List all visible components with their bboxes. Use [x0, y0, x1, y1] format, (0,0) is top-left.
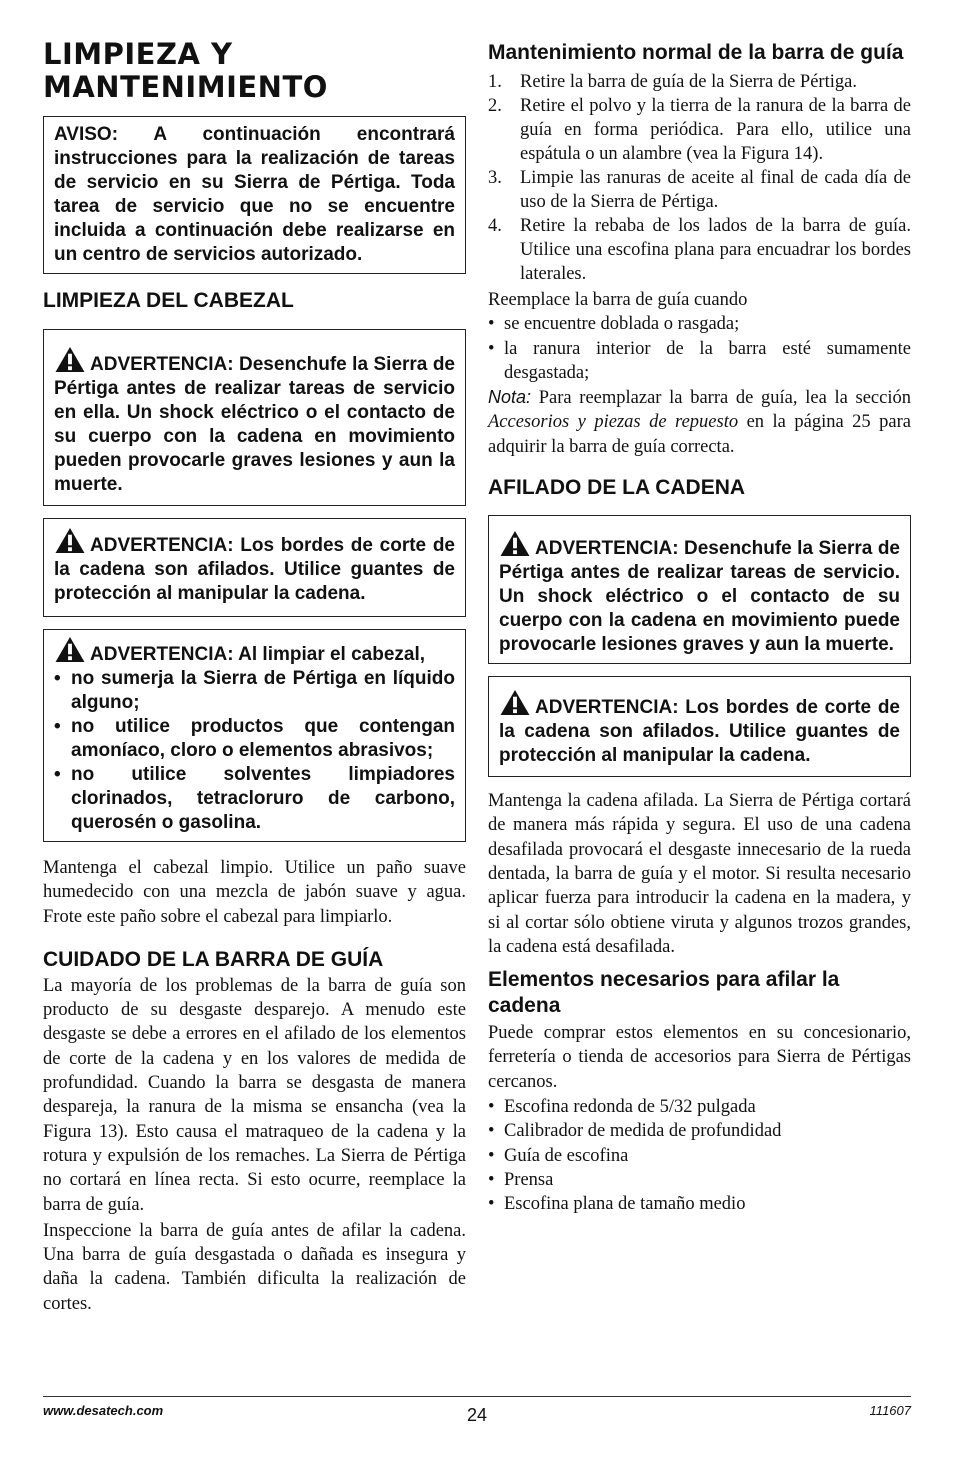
list-item: • Escofina redonda de 5/32 pulgada [488, 1097, 756, 1118]
list-item: 1. Retire la barra de guía de la Sierra de Pértiga. [488, 72, 857, 92]
title-line-2: MANTENIMIENTO [43, 70, 328, 104]
elementos-list [488, 1095, 911, 1216]
limpieza-heading: LIMPIEZA DEL CABEZAL [43, 289, 294, 312]
list-item: 4. Retire la rebaba de los lados de la barra de guía. Utilice una escofina plana para encuadrar los bordes laterales. [488, 216, 911, 284]
list-item: • no sumerja la Sierra de Pértiga en líquido alguno; [54, 668, 455, 713]
left-column [43, 38, 466, 1316]
warning-5-text: ADVERTENCIA: Los bordes de corte de la cadena son afilados. Utilice guantes de protección al manipular la cadena. [499, 697, 900, 767]
footer-website-link[interactable]: www.desatech.com [43, 1403, 164, 1418]
elementos-heading: Elementos necesarios para afilar la cadena [488, 968, 840, 1018]
reemplace-list [488, 312, 911, 385]
footer-divider [43, 1396, 911, 1397]
cuidado-paragraph-2: Inspeccione la barra de guía antes de afilar la cadena. Una barra de guía desgastada o dañada es insegura y daña la cadena. También dificulta la realización de cortes. [43, 1220, 466, 1314]
list-item: 3. Limpie las ranuras de aceite al final de cada día de uso de la Sierra de Pértiga. [488, 168, 911, 212]
elementos-paragraph: Puede comprar estos elementos en su concesionario, ferretería o tienda de accesorios para Sierra de Pértigas cercanos. [488, 1023, 911, 1092]
afilado-heading: AFILADO DE LA CADENA [488, 476, 746, 500]
nota-paragraph: Nota: Para reemplazar la barra de guía, lea la sección Accesorios y piezas de repuesto en la página 25 para adquirir la barra de guía correcta. [488, 387, 911, 457]
warning-triangle-icon [54, 527, 86, 554]
cuidado-heading: CUIDADO DE LA BARRA DE GUÍA [43, 947, 384, 971]
page-number: 24 [466, 1405, 488, 1425]
cuidado-paragraph-1: La mayoría de los problemas de la barra de guía son producto de su desgaste desparejo. A menudo este desgaste se debe a errores en el afilado de los elementos de corte de la cadena y en los valores de medida de profundidad. Cuando la barra se desgasta de manera despareja, la ranura de la misma se ensancha (vea la Figura 13). Esto causa el matraqueo de la cadena y la rotura y expulsión de los remaches. La Sierra de Pértiga no cortará en línea recta. Si esto ocurre, reemplace la barra de guía. [43, 975, 466, 1215]
afilado-paragraph: Mantenga la cadena afilada. La Sierra de Pértiga cortará de manera más rápida y segura. El uso de una cadena desafilada provocará el desgaste innecesario de la rueda dentada, la barra de guía y el motor. Si resulta necesario aplicar fuerza para introducir la cadena en la madera, y si al cortar sólo obtiene viruta y algunos trozos grandes, la cadena está desafilada. [488, 791, 911, 957]
list-item: • se encuentre doblada o rasgada; [488, 314, 740, 335]
warning-box-3 [43, 629, 466, 842]
warning-box-5 [488, 676, 911, 777]
warning-box-1 [43, 329, 466, 506]
limpieza-paragraph: Mantenga el cabezal limpio. Utilice un paño suave humedecido con una mezcla de jabón suave y agua. Frote este paño sobre el cabezal para limpiarlo. [43, 858, 466, 927]
title-line-1: LIMPIEZA Y [43, 37, 233, 71]
reemplace-text: Reemplace la barra de guía cuando [488, 290, 748, 310]
warning-1-text: ADVERTENCIA: Desenchufe la Sierra de Pértiga antes de realizar tareas de servicio en ella. Un shock eléctrico o el contacto de su cuerpo con la cadena en movimiento pueden provocarle graves lesiones y aun la muerte. [54, 354, 455, 495]
aviso-box [43, 116, 466, 274]
warning-triangle-icon [499, 689, 531, 716]
warning-2-text: ADVERTENCIA: Los bordes de corte de la cadena son afilados. Utilice guantes de protección al manipular la cadena. [54, 535, 455, 604]
document-code: 111607 [869, 1403, 911, 1418]
warning-box-4 [488, 515, 911, 664]
warning-triangle-icon [54, 346, 86, 373]
warning-triangle-icon [54, 636, 86, 663]
list-item: • Escofina plana de tamaño medio [488, 1194, 746, 1215]
list-item: • no utilice solventes limpiadores clorinados, tetracloruro de carbono, querosén o gasolina. [54, 764, 455, 833]
mantenimiento-heading: Mantenimiento normal de la barra de guía [488, 41, 904, 64]
aviso-text: AVISO: A continuación encontrará instrucciones para la realización de tareas de servicio en su Sierra de Pértiga. Toda tarea de servicio que no se encuentre incluida a continuación debe realizarse en un centro de servicios autorizado. [54, 124, 455, 265]
list-item: • Calibrador de medida de profundidad [488, 1121, 782, 1142]
nota-label: Nota: [488, 387, 532, 408]
page-title [43, 38, 466, 104]
right-column [488, 40, 911, 1217]
warning-triangle-icon [499, 530, 531, 557]
list-item: • la ranura interior de la barra esté sumamente desgastada; [488, 338, 911, 383]
warning-3-intro: ADVERTENCIA: Al limpiar el cabezal, [90, 644, 426, 665]
mantenimiento-steps [488, 70, 911, 286]
warning-box-2 [43, 518, 466, 617]
list-item: • Guía de escofina [488, 1145, 629, 1166]
nota-italic: Accesorios y piezas de repuesto [488, 412, 739, 433]
list-item: • Prensa [488, 1169, 554, 1190]
list-item: 2. Retire el polvo y la tierra de la ranura de la barra de guía en forma periódica. Para ello, utilice una espátula o un alambre (vea la Figura 14). [488, 96, 911, 164]
warning-4-text: ADVERTENCIA: Desenchufe la Sierra de Pértiga antes de realizar tareas de servicio. Un shock eléctrico o el contacto de su cuerpo con la cadena en movimiento puede provocarle lesiones graves y aun la muerte. [499, 538, 900, 656]
warning-3-list [54, 667, 455, 835]
list-item: • no utilice productos que contengan amoníaco, cloro o elementos abrasivos; [54, 716, 455, 761]
